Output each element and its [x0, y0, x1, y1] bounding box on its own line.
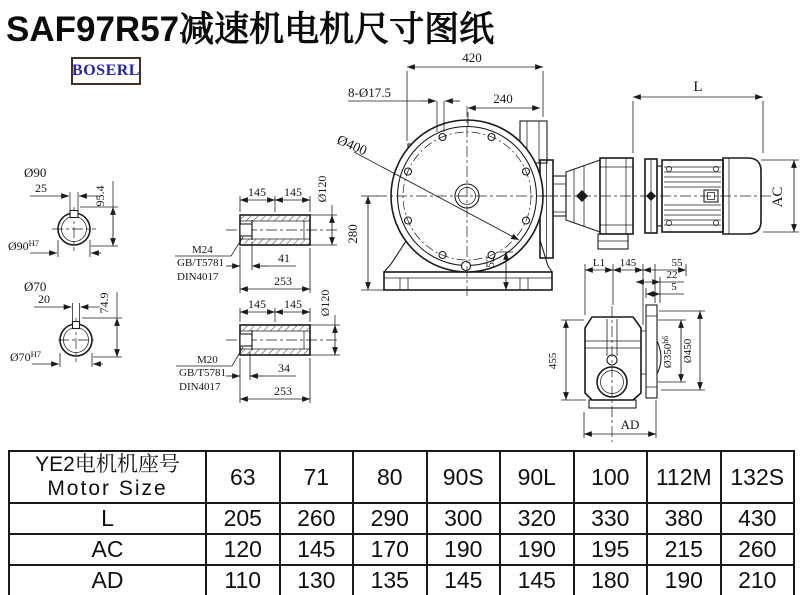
dim-sectionA-keywidth: 25	[35, 181, 47, 195]
value-cell: 290	[353, 503, 427, 534]
value-cell: 330	[574, 503, 648, 534]
dim-front-foot: 52	[483, 256, 497, 268]
value-cell: 190	[500, 534, 574, 565]
value-cell: 260	[721, 534, 795, 565]
column-header: 71	[280, 451, 354, 503]
dim-sectionB-bore-tol: H7	[30, 349, 42, 359]
motor-view	[540, 79, 799, 234]
dim-sectionB-dia: Ø70	[24, 279, 47, 294]
dim-shaftA-len2: 145	[284, 185, 302, 199]
dim-side-l1: L1	[592, 257, 606, 269]
value-cell: 130	[280, 565, 354, 595]
column-header: 100	[574, 451, 648, 503]
dim-side-spigot	[661, 336, 674, 368]
value-cell: 110	[206, 565, 280, 595]
value-cell: 300	[427, 503, 501, 534]
row-label: AD	[9, 565, 206, 595]
dim-side-spigot-tol: h6	[661, 335, 670, 344]
table-row-AC	[9, 534, 794, 565]
dim-side-55: 55	[671, 257, 683, 269]
value-cell: 145	[427, 565, 501, 595]
dim-side-22: 22	[666, 269, 678, 281]
column-header: 90L	[500, 451, 574, 503]
value-cell: 120	[206, 534, 280, 565]
column-header: 90S	[427, 451, 501, 503]
dim-side-height: 455	[547, 352, 559, 370]
dim-side-ad: AD	[620, 417, 640, 432]
shaft-view-m24	[175, 176, 340, 293]
dim-sectionB-height: 74.9	[97, 292, 111, 314]
row-label: AC	[9, 534, 206, 565]
label-shaftA-std1: GB/T5781	[177, 257, 225, 269]
dim-shaftA-bolt: 41	[278, 251, 290, 265]
dim-sectionB-bore-value: Ø70	[10, 350, 31, 364]
dim-side-5: 5	[671, 281, 677, 293]
column-header: 112M	[647, 451, 721, 503]
value-cell: 145	[500, 565, 574, 595]
label-shaftB-std1: GB/T5781	[179, 367, 227, 379]
dim-shaftB-total: 253	[274, 384, 292, 398]
value-cell: 205	[206, 503, 280, 534]
value-cell: 320	[500, 503, 574, 534]
shaft-view-m20	[176, 290, 340, 403]
brand-logo-text: BOSERL	[72, 62, 140, 79]
dim-front-height: 280	[345, 224, 360, 244]
motor-fins	[664, 167, 721, 225]
dim-shaftB-len1: 145	[248, 297, 266, 311]
value-cell: 190	[647, 565, 721, 595]
dim-motor-length: L	[693, 79, 703, 95]
label-shaftA-thread: M24	[192, 244, 213, 256]
value-cell: 145	[280, 534, 354, 565]
dim-front-holes: 8-Ø17.5	[348, 85, 391, 100]
dim-side-spigot-value: Ø350	[662, 343, 674, 369]
page-title: SAF97R57减速机电机尺寸图纸	[6, 10, 495, 49]
value-cell: 190	[427, 534, 501, 565]
column-header: 132S	[721, 451, 795, 503]
table-row-AD	[9, 565, 794, 595]
dim-shaftB-dia: Ø120	[318, 289, 332, 317]
dim-side-145: 145	[619, 257, 637, 269]
value-cell: 195	[574, 534, 648, 565]
dim-sectionB-keywidth: 20	[38, 292, 50, 306]
value-cell: 135	[353, 565, 427, 595]
dim-shaftA-len1: 145	[248, 185, 266, 199]
value-cell: 210	[721, 565, 795, 595]
dim-front-flange: Ø400	[334, 132, 369, 160]
dim-shaftB-bolt: 34	[278, 361, 290, 375]
table-header-en: Motor Size	[47, 477, 168, 500]
table-header-row	[9, 451, 794, 503]
gearbox-side-view	[547, 257, 705, 442]
value-cell: 180	[574, 565, 648, 595]
dim-shaftB-len2: 145	[284, 297, 302, 311]
dim-sectionA-bore-tol: H7	[28, 238, 40, 248]
table-header-label-cell	[9, 451, 206, 503]
dim-sectionA-bore	[8, 238, 39, 253]
dim-side-flange: Ø450	[682, 338, 694, 364]
value-cell: 430	[721, 503, 795, 534]
column-header: 80	[353, 451, 427, 503]
column-header: 63	[206, 451, 280, 503]
bore-section-70	[10, 279, 122, 367]
dim-shaftA-total: 253	[274, 274, 292, 288]
table-row-L	[9, 503, 794, 534]
dim-sectionA-bore-value: Ø90	[8, 239, 29, 253]
dim-sectionA-dia: Ø90	[24, 165, 47, 180]
dim-front-width: 420	[462, 50, 482, 65]
value-cell: 215	[647, 534, 721, 565]
motor-size-table	[8, 450, 795, 595]
dim-sectionA-height: 95.4	[93, 185, 107, 207]
dim-motor-diameter: AC	[770, 186, 786, 208]
gearbox-front-view	[334, 50, 558, 296]
label-shaftB-thread: M20	[197, 354, 218, 366]
dim-shaftA-dia: Ø120	[315, 175, 329, 203]
value-cell: 380	[647, 503, 721, 534]
dim-front-offset: 240	[493, 91, 513, 106]
table-header-cn: YE2电机机座号	[35, 453, 180, 476]
input-adapter	[553, 158, 662, 249]
value-cell: 260	[280, 503, 354, 534]
label-shaftA-std2: DIN4017	[177, 271, 219, 283]
bore-section-90	[8, 165, 118, 257]
value-cell: 170	[353, 534, 427, 565]
label-shaftB-std2: DIN4017	[179, 381, 221, 393]
row-label: L	[9, 503, 206, 534]
dim-sectionB-bore	[10, 349, 41, 364]
